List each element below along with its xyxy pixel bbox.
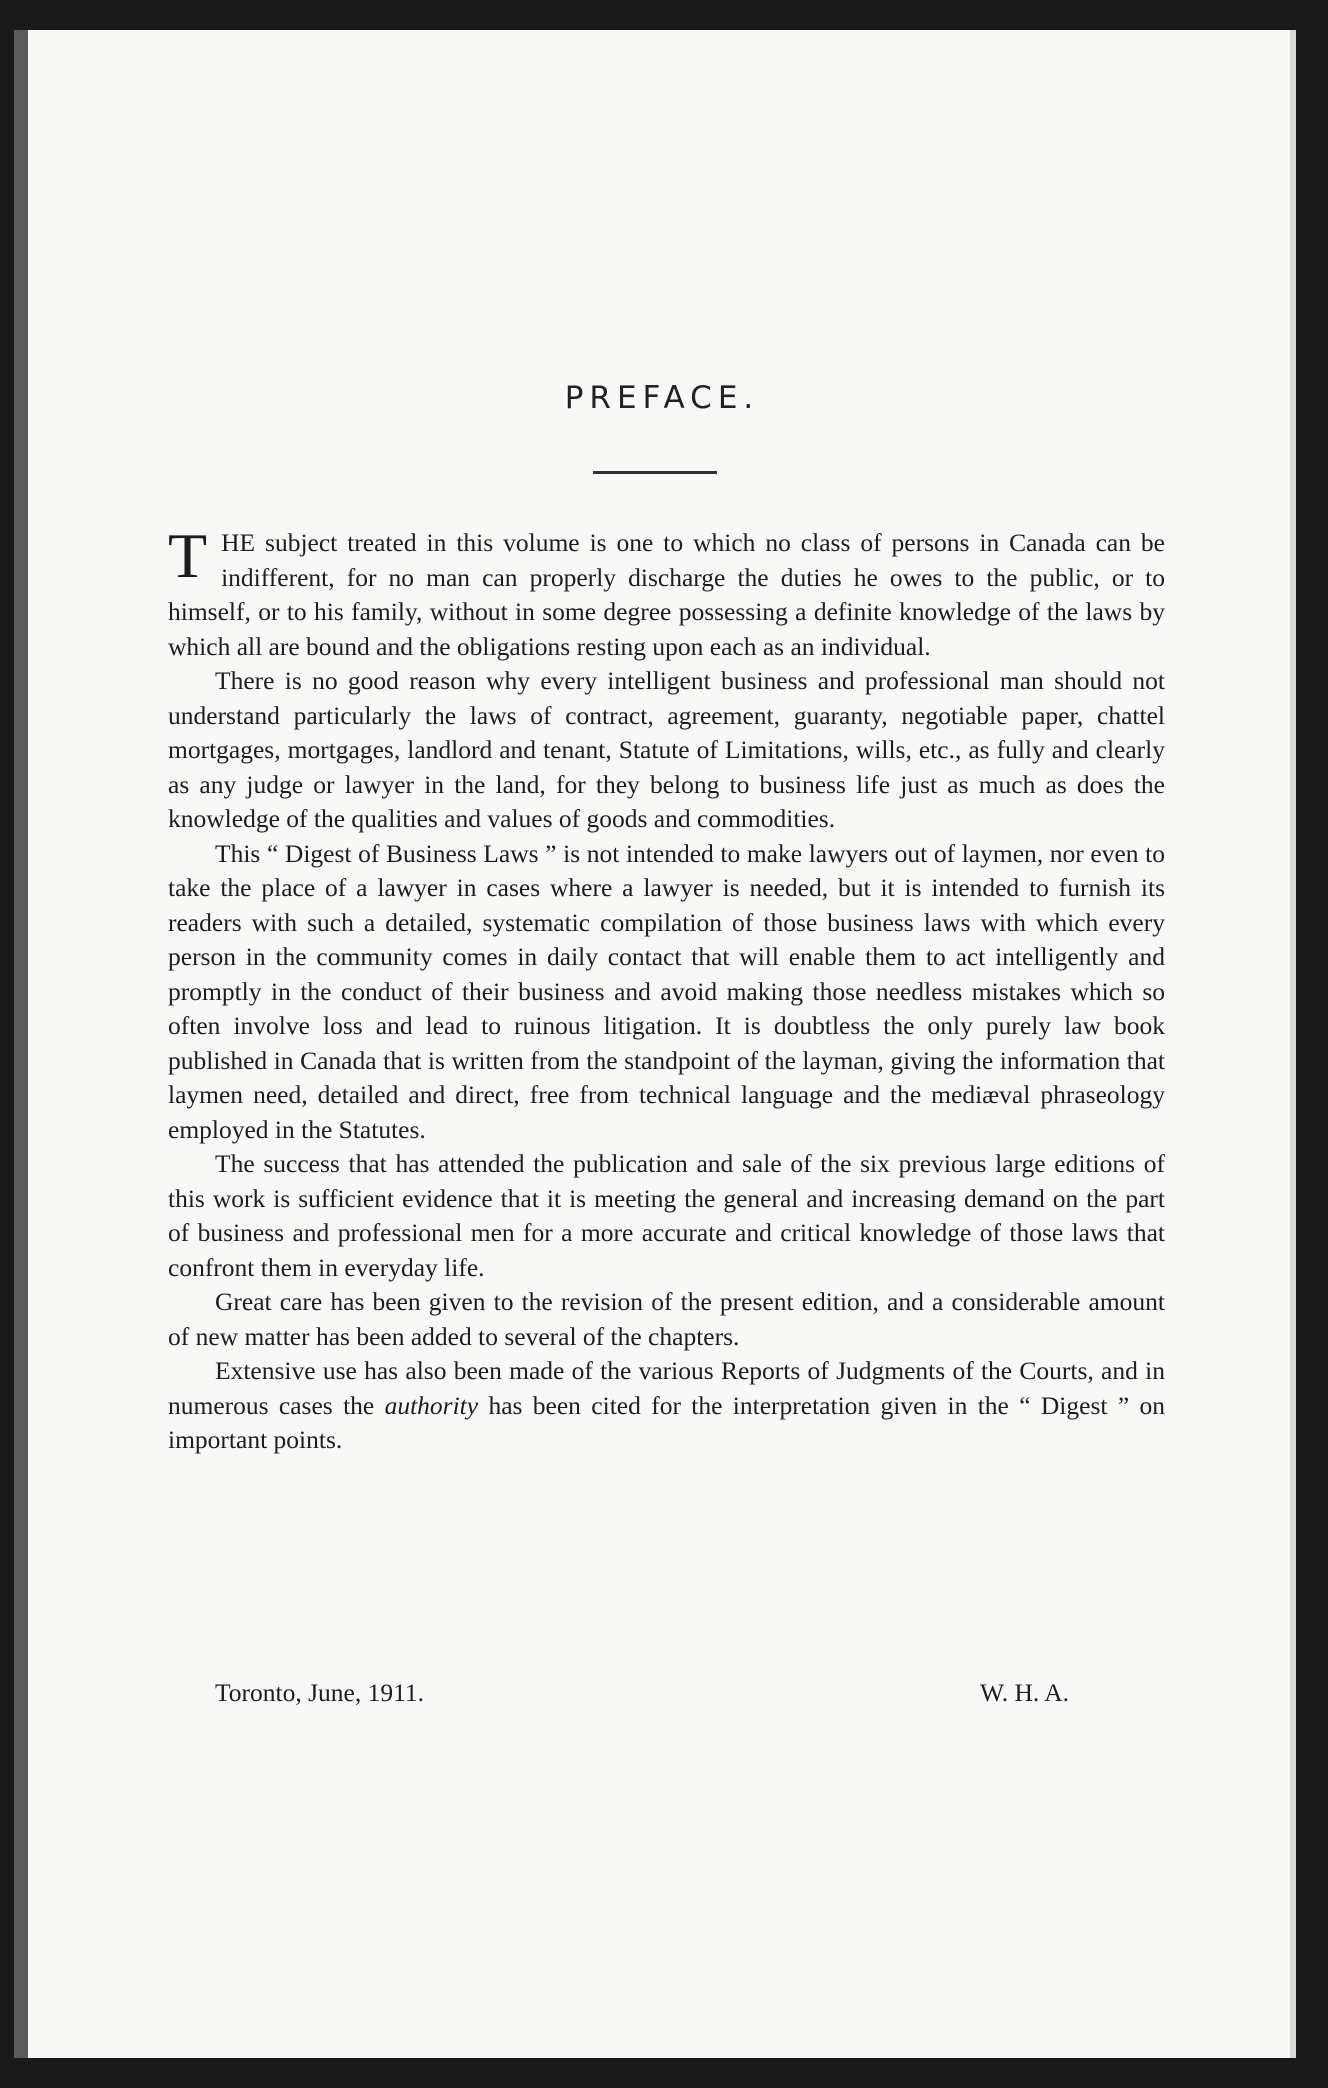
author-initials: W. H. A.: [980, 1678, 1070, 1707]
paragraph-1-text: HE subject treated in this volume is one to which no class of persons in Canada can be indifferent, for no man can properly discharge the duties he owes to the public, or to himself, or to his family, without in some degree possessing a definite knowledge of the laws by which all are bound and the obligations resting upon each as an individual.: [168, 528, 1165, 661]
book-page: [14, 30, 1296, 2058]
paragraph-6: [168, 1354, 1165, 1458]
paragraph-4: The success that has attended the publication and sale of the six previous large editions of this work is sufficient evidence that it is meeting the general and increasing demand on the part of business and professional men for a more accurate and critical knowledge of those laws that confront them in everyday life.: [168, 1149, 1165, 1282]
paragraph-6-italic: authority: [384, 1390, 479, 1420]
preface-body: [168, 520, 1165, 1458]
place-date: Toronto, June, 1911.: [215, 1678, 425, 1707]
page-edge: [1290, 30, 1296, 2058]
page-title: PREFACE.: [564, 380, 760, 416]
title-rule: [593, 471, 717, 474]
paragraph-5: Great care has been given to the revision of the present edition, and a considerable amount of new matter has been added to several of the chapters.: [168, 1287, 1165, 1351]
paragraph-3: This “ Digest of Business Laws ” is not intended to make lawyers out of laymen, nor even to take the place of a lawyer in cases where a lawyer is needed, but it is intended to furnish its readers with such a detailed, systematic compilation of those business laws with which every person in the community comes in daily contact that will enable them to act intelligently and promptly in the conduct of their business and avoid making those needless mistakes which so often involve loss and lead to ruinous litigation. It is doubtless the only purely law book published in Canada that is written from the standpoint of the layman, giving the information that laymen need, detailed and direct, free from technical language and the mediæval phraseology employed in the Statutes.: [168, 838, 1165, 1144]
drop-cap: T: [168, 520, 208, 591]
paragraph-6-before: Extensive use has also been made of the various Reports of Judgments of the Courts, and in numerous cases the: [168, 1356, 1165, 1420]
paragraph-1: [168, 520, 1165, 664]
paragraph-6-after: has been cited for the interpretation given in the “ Digest ” on important points.: [168, 1390, 1165, 1454]
paragraph-2: There is no good reason why every intelligent business and professional man should not understand particularly the laws of contract, agreement, guaranty, negotiable paper, chattel mortgages, mortgages, landlord and tenant, Statute of Limitations, wills, etc., as fully and clearly as any judge or lawyer in the land, for they belong to business life just as much as does the knowledge of the qualities and values of goods and commodities.: [168, 666, 1165, 833]
